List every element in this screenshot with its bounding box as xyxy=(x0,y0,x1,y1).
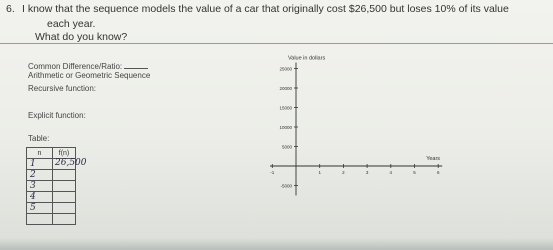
question-text-continued: each year. xyxy=(47,18,96,30)
value-graph xyxy=(270,42,553,250)
table-header-fn: f(n) xyxy=(53,148,76,159)
question-number: 6. xyxy=(6,3,15,15)
page-shadow xyxy=(0,238,553,250)
explicit-function-label: Explicit function: xyxy=(28,111,86,120)
table-cell-fn[interactable] xyxy=(53,214,76,225)
y-tick-label: 5000 xyxy=(281,144,292,150)
table-cell-fn[interactable] xyxy=(53,181,76,192)
table-row xyxy=(27,214,76,225)
x-tick-label: 1 xyxy=(318,170,321,175)
y-tick-label: -5000 xyxy=(280,183,292,189)
x-tick-label: 3 xyxy=(365,170,369,175)
table-cell-n[interactable]: 4 xyxy=(27,192,53,203)
table-cell-fn[interactable] xyxy=(53,192,76,203)
x-axis-label: Years xyxy=(426,156,441,162)
values-table xyxy=(26,147,87,225)
answer-blank[interactable] xyxy=(124,61,148,69)
table-row xyxy=(27,181,76,192)
question-text: I know that the sequence models the value of a car that originally cost $26,500 but loses 10% of its value xyxy=(22,3,509,15)
what-do-you-know-prompt: What do you know? xyxy=(35,31,128,43)
table-cell-fn[interactable] xyxy=(53,203,76,214)
table-header-row xyxy=(27,148,76,159)
table-label: Table: xyxy=(28,134,50,143)
table-cell-fn[interactable] xyxy=(53,158,87,170)
table-cell-fn[interactable] xyxy=(53,170,76,181)
table-cell-n[interactable]: 3 xyxy=(27,181,53,192)
x-tick-label: 2 xyxy=(342,170,345,175)
y-tick-label: 20000 xyxy=(279,86,292,91)
table-cell-fn-value: 26,500 xyxy=(55,158,87,168)
x-tick-label: 5 xyxy=(413,170,416,175)
table-row xyxy=(27,203,76,214)
table-cell-n[interactable]: 5 xyxy=(27,203,53,214)
table-row xyxy=(27,159,76,170)
y-tick-label: 15000 xyxy=(279,105,292,111)
graph-labels xyxy=(288,56,440,163)
table-cell-n[interactable]: 2 xyxy=(27,170,53,181)
table-cell-n[interactable] xyxy=(27,214,53,225)
arith-geo-label: Arithmetic or Geometric Sequence xyxy=(28,71,151,80)
x-tick-label: 4 xyxy=(389,170,393,175)
y-tick-label: 25000 xyxy=(279,66,292,72)
y-tick-label: 10000 xyxy=(279,125,292,130)
graph-axes xyxy=(270,63,442,196)
table-header-n: n xyxy=(27,148,53,159)
chart-title: Value in dollars xyxy=(288,55,326,62)
x-tick-label: -1 xyxy=(270,170,275,175)
x-tick-label: 6 xyxy=(436,170,440,175)
table-row xyxy=(27,192,76,203)
table-row xyxy=(27,170,76,181)
common-difference-label: Common Difference/Ratio: xyxy=(28,61,148,71)
recursive-function-label: Recursive function: xyxy=(28,84,97,93)
table-cell-n[interactable]: 1 xyxy=(27,159,53,170)
